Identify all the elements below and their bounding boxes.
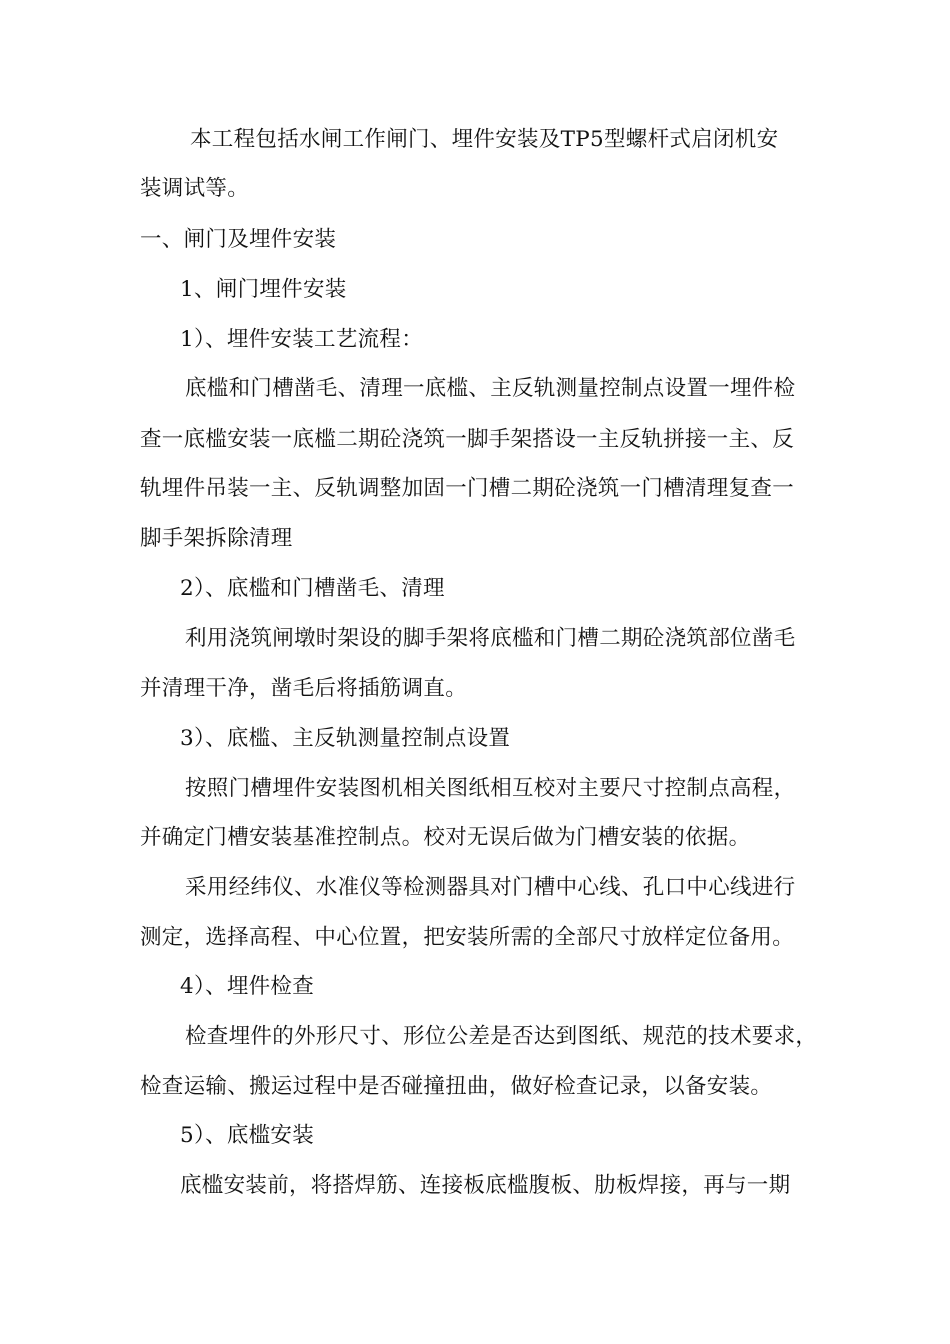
paragraph-process-line-2: 查一底槛安装一底槛二期砼浇筑一脚手架搭设一主反轨拼接一主、反 — [140, 427, 795, 452]
paragraph-sill-line-1: 底槛安装前，将搭焊筋、连接板底槛腹板、肋板焊接，再与一期 — [180, 1173, 791, 1198]
paragraph-process-line-4: 脚手架拆除清理 — [140, 526, 293, 551]
paragraph-intro-line-1: 本工程包括水闸工作闸门、埋件安装及TP5型螺杆式启闭机安 — [190, 127, 779, 152]
item-heading-1: 1）、埋件安装工艺流程： — [180, 327, 424, 352]
paragraph-control-line-2: 并确定门槽安装基准控制点。校对无误后做为门槽安装的依据。 — [140, 825, 751, 850]
paragraph-chiseling-line-1: 利用浇筑闸墩时架设的脚手架将底槛和门槽二期砼浇筑部位凿毛 — [185, 626, 796, 651]
paragraph-inspection-line-1: 检查埋件的外形尺寸、形位公差是否达到图纸、规范的技术要求， — [185, 1024, 818, 1049]
paragraph-process-line-1: 底槛和门槽凿毛、清理一底槛、主反轨测量控制点设置一埋件检 — [185, 376, 796, 401]
item-heading-2: 2）、底槛和门槽凿毛、清理 — [180, 576, 445, 601]
section-heading-1: 一、闸门及埋件安装 — [140, 227, 337, 252]
item-heading-4: 4）、埋件检查 — [180, 974, 315, 999]
paragraph-control-line-1: 按照门槽埋件安装图机相关图纸相互校对主要尺寸控制点高程， — [185, 776, 796, 801]
paragraph-chiseling-line-2: 并清理干净，凿毛后将插筋调直。 — [140, 676, 468, 701]
paragraph-survey-line-2: 测定，选择高程、中心位置，把安装所需的全部尺寸放样定位备用。 — [140, 925, 795, 950]
paragraph-intro-line-2: 装调试等。 — [140, 176, 250, 201]
item-heading-3: 3）、底槛、主反轨测量控制点设置 — [180, 726, 511, 751]
paragraph-survey-line-1: 采用经纬仪、水准仪等检测器具对门槽中心线、孔口中心线进行 — [185, 875, 796, 900]
item-heading-5: 5）、底槛安装 — [180, 1123, 315, 1148]
paragraph-inspection-line-2: 检查运输、搬运过程中是否碰撞扭曲，做好检查记录，以备安装。 — [140, 1074, 773, 1099]
paragraph-process-line-3: 轨埋件吊装一主、反轨调整加固一门槽二期砼浇筑一门槽清理复查一 — [140, 476, 795, 501]
subsection-heading-1: 1、闸门埋件安装 — [180, 277, 347, 302]
